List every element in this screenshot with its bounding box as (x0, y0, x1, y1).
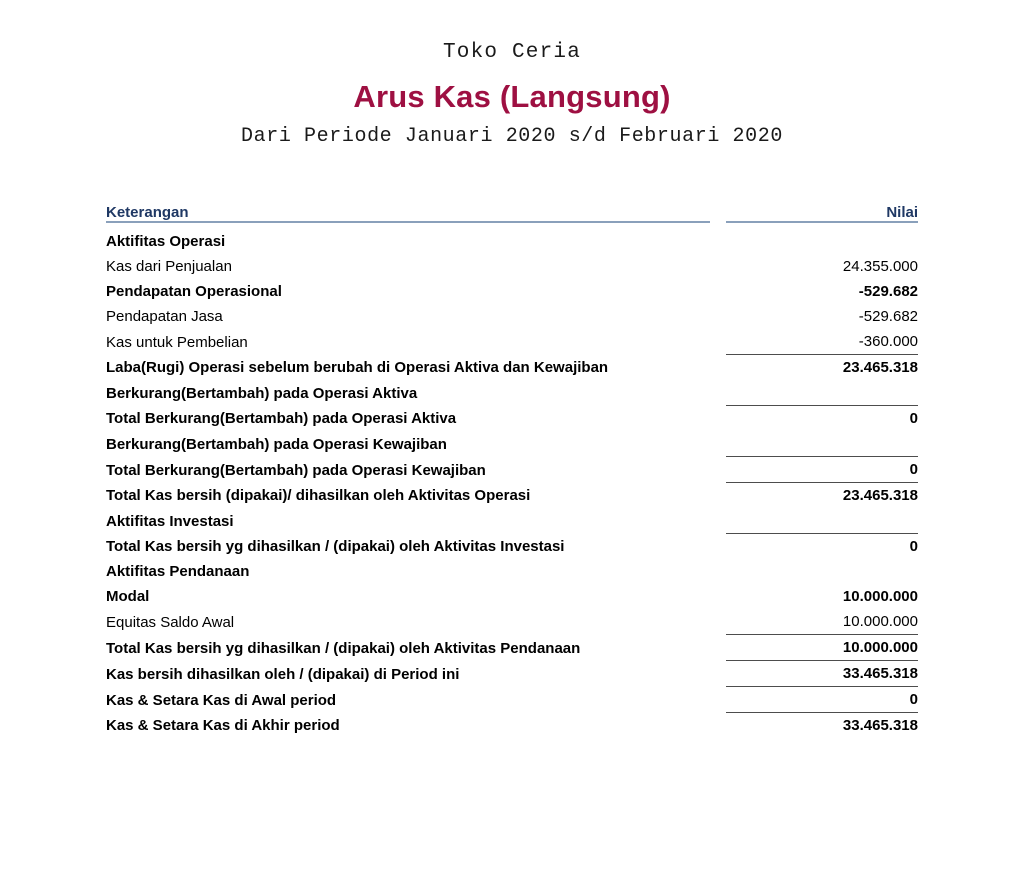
table-body (106, 222, 918, 738)
row-spacer (710, 355, 726, 381)
row-spacer (710, 635, 726, 661)
row-spacer (710, 534, 726, 560)
row-label: Kas untuk Pembelian (106, 333, 248, 351)
table-header (106, 199, 918, 222)
row-value (726, 508, 918, 534)
row-spacer (710, 584, 726, 609)
report-period: Dari Periode Januari 2020 s/d Februari 2020 (241, 125, 783, 149)
row-spacer (710, 609, 726, 635)
table-row (106, 406, 918, 432)
table-row (106, 483, 918, 509)
page-title: Arus Kas (Langsung) (353, 79, 671, 115)
row-value: 10.000.000 (842, 588, 918, 606)
row-value: 33.465.318 (726, 713, 918, 739)
table-row (106, 380, 918, 406)
row-value: -529.682 (858, 283, 918, 301)
table-row (106, 609, 918, 635)
row-spacer (710, 431, 726, 457)
row-spacer (710, 559, 726, 584)
row-spacer (710, 329, 726, 355)
row-value: -529.682 (858, 308, 918, 326)
table-header-row (106, 199, 918, 222)
table-row (106, 584, 918, 609)
row-value (726, 380, 918, 406)
table-row (106, 329, 918, 355)
table-row (106, 559, 918, 584)
company-name: Toko Ceria (442, 41, 582, 64)
table-row (106, 457, 918, 483)
row-label: Kas & Setara Kas di Awal period (106, 691, 337, 709)
row-value (726, 222, 918, 254)
row-label: Kas bersih dihasilkan oleh / (dipakai) di Period ini (106, 665, 460, 683)
column-header-spacer (710, 199, 726, 222)
row-label: Aktifitas Pendanaan (106, 563, 250, 581)
row-spacer (710, 457, 726, 483)
row-label: Total Kas bersih yg dihasilkan / (dipakai) oleh Aktivitas Investasi (106, 538, 565, 556)
row-spacer (710, 304, 726, 329)
row-value: 10.000.000 (842, 613, 918, 631)
table-row (106, 431, 918, 457)
row-label: Equitas Saldo Awal (106, 613, 235, 631)
table-row (106, 635, 918, 661)
row-label: Aktifitas Operasi (106, 233, 226, 251)
row-label: Kas & Setara Kas di Akhir period (106, 717, 340, 735)
row-label: Berkurang(Bertambah) pada Operasi Aktiva (106, 384, 418, 402)
table-row (106, 279, 918, 304)
table-row (106, 355, 918, 381)
table-row (106, 222, 918, 254)
row-spacer (710, 483, 726, 509)
row-value: -360.000 (858, 333, 918, 351)
row-spacer (710, 713, 726, 739)
row-spacer (710, 687, 726, 713)
table-row (106, 304, 918, 329)
row-value (726, 559, 918, 584)
row-label: Total Kas bersih yg dihasilkan / (dipakai) oleh Aktivitas Pendanaan (106, 639, 581, 657)
column-header-keterangan: Keterangan (106, 199, 710, 222)
row-spacer (710, 279, 726, 304)
row-value: 24.355.000 (842, 258, 918, 276)
table-row (106, 713, 918, 739)
table-row (106, 508, 918, 534)
row-label: Laba(Rugi) Operasi sebelum berubah di Operasi Aktiva dan Kewajiban (106, 359, 609, 377)
table-row (106, 534, 918, 560)
cash-flow-table (106, 199, 918, 738)
row-value: 23.465.318 (726, 483, 918, 509)
report-header (0, 0, 1024, 150)
row-value: 0 (726, 406, 918, 432)
row-spacer (710, 406, 726, 432)
column-header-nilai: Nilai (726, 199, 918, 222)
row-spacer (710, 222, 726, 254)
table-row (106, 687, 918, 713)
table-row (106, 661, 918, 687)
row-label: Total Berkurang(Bertambah) pada Operasi Aktiva (106, 410, 457, 428)
row-label: Modal (106, 588, 150, 606)
row-label: Total Kas bersih (dipakai)/ dihasilkan oleh Aktivitas Operasi (106, 487, 531, 505)
row-label: Kas dari Penjualan (106, 258, 232, 276)
row-spacer (710, 380, 726, 406)
row-value: 10.000.000 (726, 635, 918, 661)
row-value: 33.465.318 (726, 661, 918, 687)
row-label: Berkurang(Bertambah) pada Operasi Kewajiban (106, 435, 447, 453)
row-label: Pendapatan Jasa (106, 308, 223, 326)
row-value: 0 (726, 534, 918, 560)
row-spacer (710, 661, 726, 687)
table-row (106, 254, 918, 279)
row-label: Total Berkurang(Bertambah) pada Operasi Kewajiban (106, 461, 486, 479)
row-value: 23.465.318 (726, 355, 918, 381)
row-value (726, 431, 918, 457)
row-value: 0 (726, 457, 918, 483)
row-spacer (710, 254, 726, 279)
row-label: Aktifitas Investasi (106, 512, 234, 530)
row-spacer (710, 508, 726, 534)
row-label: Pendapatan Operasional (106, 283, 282, 301)
row-value: 0 (726, 687, 918, 713)
